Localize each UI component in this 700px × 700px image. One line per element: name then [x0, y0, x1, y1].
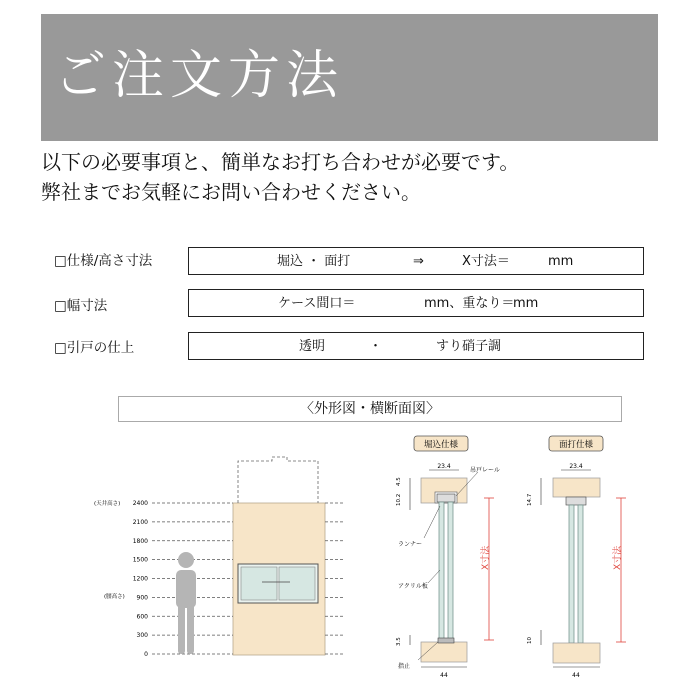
row-label-spec: □仕様/高さ寸法 [54, 253, 153, 269]
height-tick-300: 300 [136, 632, 148, 640]
section-a-dim-bottom: 3.5 [396, 637, 402, 646]
section-b-dim-bottom: 10 [527, 637, 533, 644]
section-b-dim-top: 14.7 [527, 493, 533, 506]
callout-runner: ランナー [398, 541, 423, 548]
row-width-opening: ケース間口＝ [278, 296, 356, 311]
ceiling-height-note: (天井高さ) [94, 501, 121, 507]
section-b-bottom-timber [553, 643, 600, 663]
row-finish-dot: ・ [369, 339, 383, 354]
window-pane-left [241, 567, 277, 600]
height-tick-2400: 2400 [132, 500, 148, 507]
height-tick-900: 900 [136, 594, 148, 602]
section-b-width-top: 23.4 [569, 463, 583, 470]
row-spec-arrow: ⇒ [413, 254, 424, 269]
section-a-width-bottom: 44 [440, 672, 448, 679]
section-a-dim-top-1: 4.5 [396, 477, 402, 486]
height-tick-1500: 1500 [132, 556, 148, 564]
section-a-pane-2 [448, 502, 453, 642]
section-b-top-timber [553, 478, 600, 497]
section-a-bottom-timber [421, 642, 467, 662]
height-tick-1800: 1800 [132, 537, 148, 545]
intro-line-1: 以下の必要事項と、簡単なお打ち合わせが必要です。 [41, 150, 520, 174]
hanging-rail [437, 494, 455, 502]
section-title: 〈外形図・横断面図〉 [118, 396, 622, 422]
section-a-height-label: X寸法 [481, 545, 491, 570]
waist-height-note: (腰高さ) [104, 594, 125, 600]
height-tick-600: 600 [136, 613, 148, 621]
callout-acrylic-panel: アクリル板 [398, 583, 428, 590]
row-width-unit: mm [513, 296, 539, 311]
finger-stop [438, 638, 454, 643]
person-silhouette [176, 552, 196, 654]
window-pane-right [279, 567, 315, 600]
row-spec-xdim: X寸法＝ [462, 254, 510, 269]
section-a-pane-1 [439, 502, 444, 642]
row-finish-clear: 透明 [299, 339, 326, 354]
section-b-pane-2 [578, 505, 583, 643]
callout-finger-stop: 指止 [398, 663, 411, 670]
section-b-pane-1 [569, 505, 574, 643]
page-title: ご注文方法 [54, 46, 345, 106]
row-width-overlap: mm、重なり＝ [424, 296, 515, 311]
section-b-rail [566, 497, 586, 505]
elevation-drawing [94, 457, 345, 658]
row-label-finish: □引戸の仕上 [54, 340, 135, 356]
section-a-tag: 堀込仕様 [423, 440, 459, 450]
row-spec-unit: mm [548, 254, 574, 269]
section-a-width-top: 23.4 [437, 463, 451, 470]
row-finish-frosted: すり硝子調 [436, 339, 502, 354]
section-b-drawing [527, 436, 626, 679]
height-tick-1200: 1200 [132, 575, 148, 583]
section-b-width-bottom: 44 [572, 672, 580, 679]
callout-hanging-rail: 吊戸レール [470, 467, 500, 474]
height-tick-2100: 2100 [132, 518, 148, 526]
row-spec-type: 堀込 ・ 面打 [277, 254, 351, 269]
height-tick-0: 0 [144, 651, 148, 658]
section-a-drawing [396, 436, 500, 679]
section-a-dim-top-2: 10.2 [396, 493, 402, 506]
section-b-tag: 面打仕様 [558, 440, 594, 450]
row-label-width: □幅寸法 [54, 298, 108, 314]
section-b-height-label: X寸法 [613, 545, 623, 570]
intro-line-2: 弊社までお気軽にお問い合わせください。 [41, 180, 421, 204]
ceiling-frame [238, 457, 318, 503]
